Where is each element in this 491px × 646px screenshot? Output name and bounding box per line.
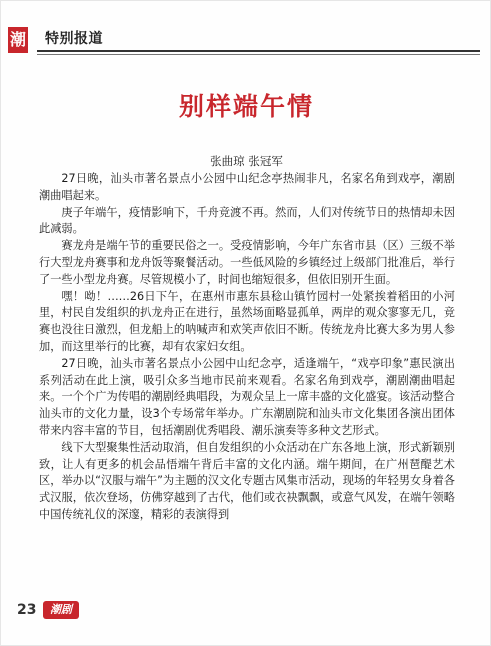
paragraph: 27日晚，汕头市著名景点小公园中山纪念亭，适逢端午，“戏亭印象”惠民演出系列活动在此上演，吸引众多当地市民前来观看。名家名角到戏亭，潮剧潮曲唱起来。一个个广为传唱的潮剧经典唱段，为观众呈上一席丰盛的文化盛宴。该活动整合汕头市的文化力量，设3个专场常年举办。广东潮剧院和汕头市文化集团各演出团体带来内容丰富的节目，包括潮剧优秀唱段、潮乐演奏等多种文艺形式。: [39, 356, 455, 437]
section-title: 特别报道: [45, 31, 103, 47]
paragraph: 庚子年端午，疫情影响下，千舟竞渡不再。然而，人们对传统节日的热情却未因此减弱。: [39, 205, 455, 236]
paragraph: 27日晚，汕头市著名景点小公园中山纪念亭热闹非凡，名家名角到戏亭，潮剧潮曲唱起来。: [39, 172, 455, 202]
page-number: 23: [17, 602, 37, 618]
header-divider-thin: [37, 54, 480, 55]
article-title: 别样端午情: [178, 92, 314, 121]
paragraph: 嘿！呦！……26日下午，在惠州市惠东县稔山镇竹园村一处紧挨着稻田的小河里，村民自发组织的扒龙舟正在进行，虽然场面略显孤单，两岸的观众寥寥无几，竞赛也没往日激烈，但龙船上的呐喊声和欢笑声依旧不断。传统龙舟比赛大多为男人参加，而这里举行的比赛，却有农家妇女组。: [39, 289, 455, 353]
paragraph: 线下大型聚集性活动取消，但自发组织的小众活动在广东各地上演，形式新颖别致，让人有更多的机会品悟端午背后丰富的文化内涵。端午期间，在广州琶醍艺术区，举办以“汉服与端午”为主题的汉文化专题古风集市活动，现场的年轻男女身着各式汉服，依次登场，仿佛穿越到了古代，他们或衣袂飘飘，或意气风发，在端午领略中国传统礼仪的深邃，精彩的表演得到: [39, 440, 455, 521]
article-body: [39, 171, 455, 524]
header-divider: [37, 50, 480, 52]
article-authors: 张曲琼 张冠军: [210, 154, 283, 168]
paragraph: 赛龙舟是端午节的重要民俗之一。受疫情影响，今年广东省市县（区）三级不举行大型龙舟赛事和龙舟饭等聚餐活动。一些低风险的乡镇经过上级部门批准后，举行了一些小型龙舟赛。尽管规模小了，时间也缩短很多，但依旧别开生面。: [39, 239, 455, 286]
footer-logo-icon: 潮剧: [43, 601, 79, 619]
magazine-logo-icon: 潮: [8, 27, 28, 53]
